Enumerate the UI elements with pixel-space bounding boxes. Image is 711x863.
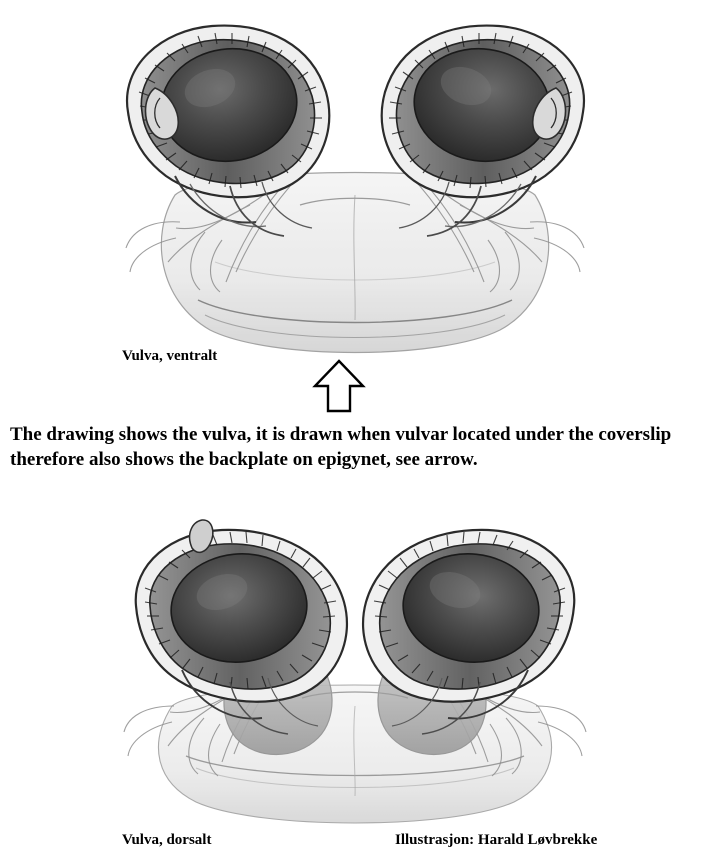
caption-vulva-ventral: Vulva, ventralt [122, 348, 218, 364]
arrow-up-icon [311, 358, 367, 414]
illustration-credit: Illustrasjon: Harald Løvbrekke [395, 832, 598, 848]
vulva-dorsal-drawing [0, 510, 711, 830]
caption-vulva-dorsal: Vulva, dorsalt [122, 832, 212, 848]
explanation-text: The drawing shows the vulva, it is drawn when vulvar located under the coverslip therefore also shows the backplate on epigynet, see arrow. [10, 424, 672, 470]
vulva-ventral-drawing [0, 0, 711, 355]
